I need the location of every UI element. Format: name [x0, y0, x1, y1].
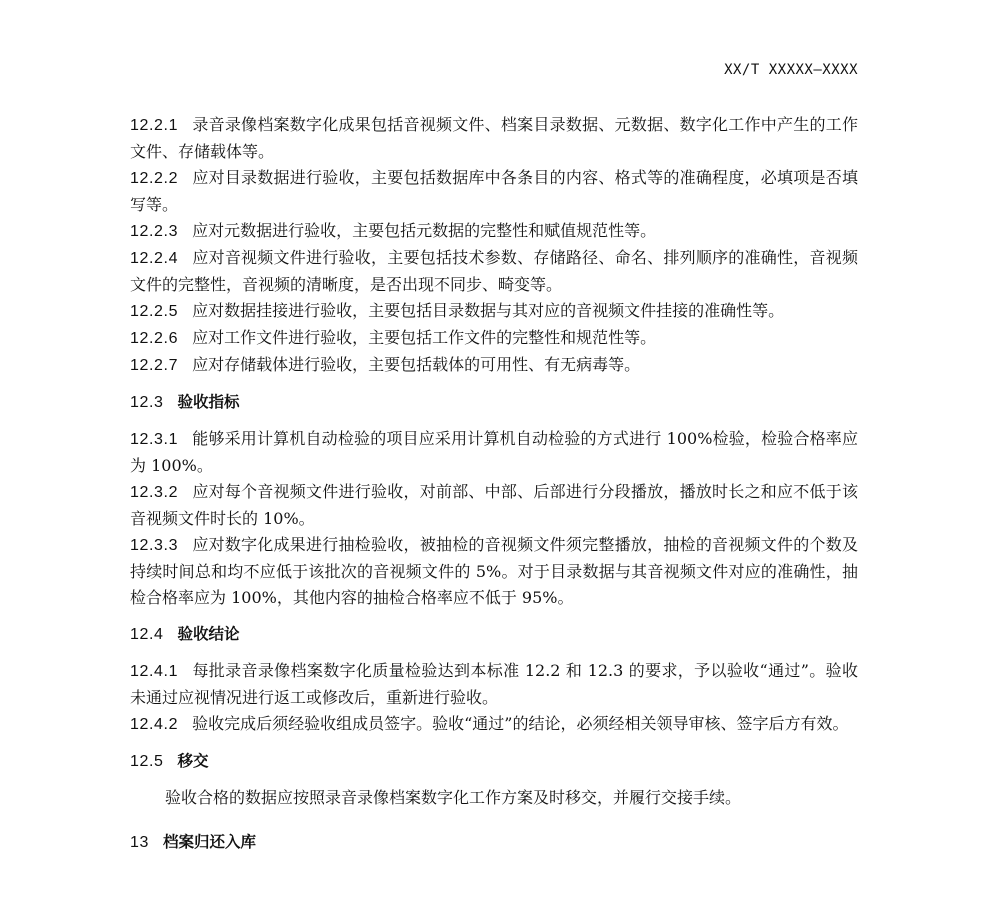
clause-number: 12.4.2	[130, 716, 179, 733]
clause-text: 应对工作文件进行验收，主要包括工作文件的完整性和规范性等。	[192, 328, 657, 347]
clause-number: 12.2.1	[130, 117, 179, 134]
clause-12-3-1	[130, 426, 858, 479]
clause-12-2-5	[130, 298, 858, 325]
section-12-5-text: 验收合格的数据应按照录音录像档案数字化工作方案及时移交，并履行交接手续。	[165, 788, 742, 807]
section-heading-12-3	[130, 389, 858, 416]
clause-12-2-7	[130, 352, 858, 379]
clause-number: 12.2.2	[130, 170, 179, 187]
clause-text: 验收完成后须经验收组成员签字。验收“通过”的结论，必须经相关领导审核、签字后方有效。	[192, 714, 849, 733]
clause-text: 能够采用计算机自动检验的项目应采用计算机自动检验的方式进行 100%检验，检验合格率应为 100%。	[130, 429, 858, 475]
section-title: 验收指标	[177, 393, 240, 411]
clause-12-2-3	[130, 218, 858, 245]
clause-number: 12.2.4	[130, 250, 179, 267]
clause-number: 12.2.3	[130, 223, 179, 240]
chapter-heading-13	[130, 829, 858, 856]
clause-12-4-2	[130, 711, 858, 738]
section-heading-12-5	[130, 748, 858, 775]
clause-number: 12.3.3	[130, 537, 179, 554]
clause-12-3-3	[130, 532, 858, 611]
section-number: 12.3	[130, 394, 164, 411]
clause-text: 录音录像档案数字化成果包括音视频文件、档案目录数据、元数据、数字化工作中产生的工作文件、存储载体等。	[130, 115, 858, 161]
clause-text: 应对元数据进行验收，主要包括元数据的完整性和赋值规范性等。	[192, 221, 657, 240]
clause-12-4-1	[130, 658, 858, 711]
clause-12-2-4	[130, 245, 858, 298]
section-title: 验收结论	[177, 625, 240, 643]
clause-12-2-6	[130, 325, 858, 352]
clause-number: 12.2.6	[130, 330, 179, 347]
document-body	[130, 112, 858, 866]
section-heading-12-4	[130, 621, 858, 648]
clause-12-2-2	[130, 165, 858, 218]
clause-number: 12.4.1	[130, 663, 179, 680]
clause-text: 应对数字化成果进行抽检验收，被抽检的音视频文件须完整播放，抽检的音视频文件的个数及持续时间总和均不应低于该批次的音视频文件的 5%。对于目录数据与其音视频文件对应的准确性，抽检合格率应为 100%，其他内容的抽检合格率应不低于 95%。	[130, 535, 858, 607]
clause-number: 12.3.2	[130, 484, 179, 501]
clause-text: 应对每个音视频文件进行验收，对前部、中部、后部进行分段播放，播放时长之和应不低于该音视频文件时长的 10%。	[130, 482, 858, 528]
chapter-title: 档案归还入库	[163, 833, 257, 851]
section-number: 12.4	[130, 626, 164, 643]
clause-number: 12.2.5	[130, 303, 179, 320]
clause-text: 应对目录数据进行验收，主要包括数据库中各条目的内容、格式等的准确程度，必填项是否填写等。	[130, 168, 858, 214]
clause-12-2-1	[130, 112, 858, 165]
clause-number: 12.2.7	[130, 357, 179, 374]
clause-text: 每批录音录像档案数字化质量检验达到本标准 12.2 和 12.3 的要求，予以验收“通过”。验收未通过应视情况进行返工或修改后，重新进行验收。	[130, 661, 858, 707]
chapter-number: 13	[130, 834, 149, 851]
clause-text: 应对存储载体进行验收，主要包括载体的可用性、有无病毒等。	[192, 355, 641, 374]
clause-text: 应对音视频文件进行验收，主要包括技术参数、存储路径、命名、排列顺序的准确性，音视频文件的完整性，音视频的清晰度，是否出现不同步、畸变等。	[130, 248, 858, 294]
clause-text: 应对数据挂接进行验收，主要包括目录数据与其对应的音视频文件挂接的准确性等。	[192, 301, 785, 320]
standard-code-header: XX/T XXXXX—XXXX	[724, 62, 858, 78]
clause-number: 12.3.1	[130, 431, 179, 448]
clause-12-3-2	[130, 479, 858, 532]
section-number: 12.5	[130, 753, 164, 770]
section-title: 移交	[177, 752, 209, 770]
